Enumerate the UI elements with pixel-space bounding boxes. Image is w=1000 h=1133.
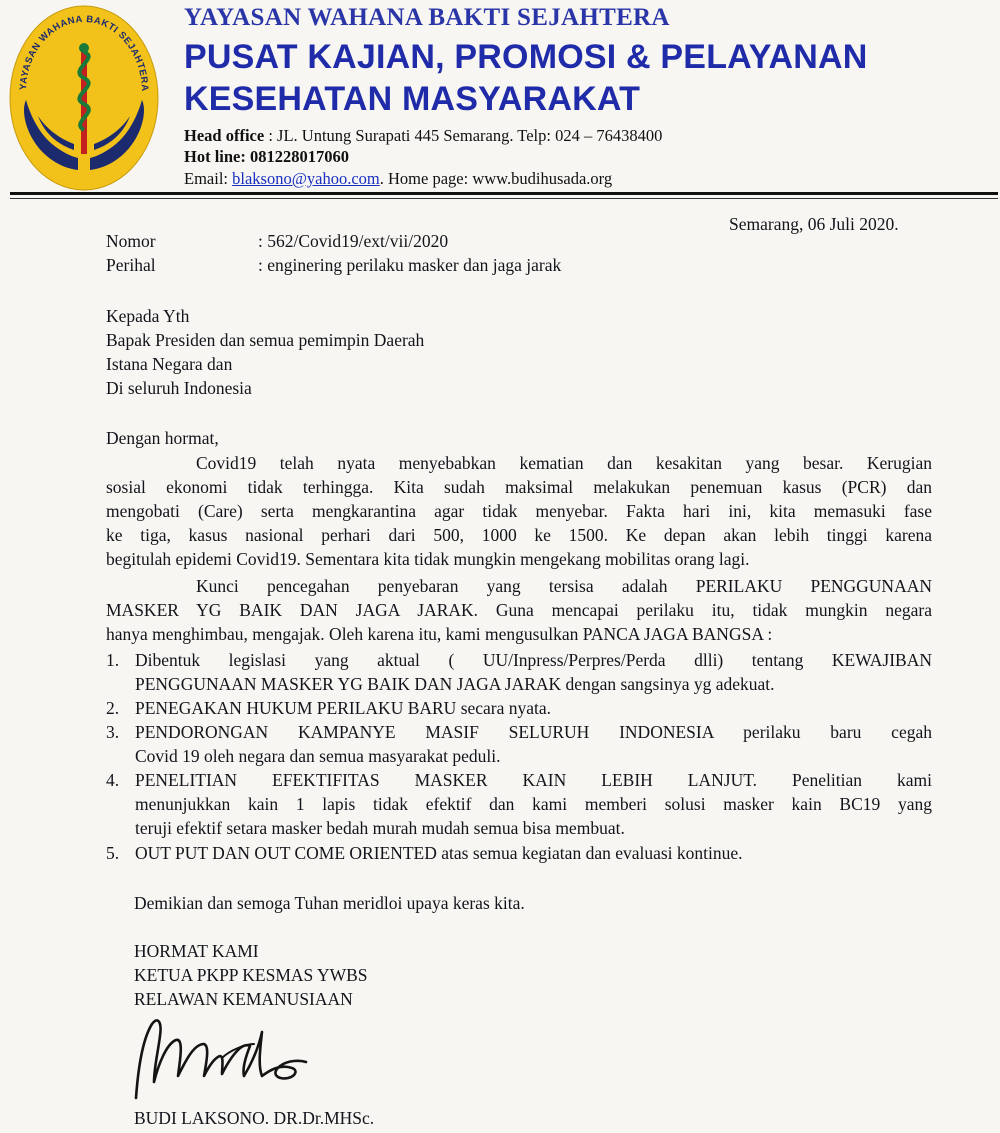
paragraph-2-line: Kunci pencegahan penyebaran yang tersisa adalah PERILAKU PENGGUNAAN: [196, 576, 932, 596]
list-item-number: 2.: [106, 698, 120, 718]
center-name-line1: PUSAT KAJIAN, PROMOSI & PELAYANAN: [184, 38, 868, 76]
head-office-address: : JL. Untung Surapati 445 Semarang. Telp: 024 – 76438400: [264, 126, 663, 145]
signer-name: BUDI LAKSONO. DR.Dr.MHSc.: [134, 1108, 375, 1128]
organization-name: YAYASAN WAHANA BAKTI SEJAHTERA: [184, 4, 670, 31]
homepage-text: . Home page: www.budihusada.org: [379, 169, 613, 188]
list-item-line: Dibentuk legislasi yang aktual ( UU/Inpress/Perpres/Perda dlli) tentang KEWAJIBAN: [135, 650, 932, 670]
letterhead-divider-thick: [10, 192, 998, 195]
hotline-label: Hot line:: [184, 147, 246, 166]
paragraph-1-line: Covid19 telah nyata menyebabkan kematian dan kesakitan yang besar. Kerugian: [196, 453, 932, 473]
paragraph-1-line: mengobati (Care) serta mengkarantina agar tidak menyebar. Fakta hari ini, kita memasuki fase: [106, 501, 932, 521]
list-item-number: 3.: [106, 722, 120, 742]
recipient-line: Kepada Yth: [106, 306, 190, 326]
list-item-number: 5.: [106, 843, 120, 863]
email-line: [184, 169, 612, 189]
paragraph-2-line: hanya menghimbau, mengajak. Oleh karena itu, kami mengusulkan PANCA JAGA BANGSA :: [106, 624, 773, 644]
list-item-line: teruji efektif setara masker bedah murah mudah semua bisa membuat.: [135, 818, 625, 838]
letterhead-divider-thin: [10, 198, 998, 199]
recipient-line: Di seluruh Indonesia: [106, 378, 252, 398]
paragraph-2-line: MASKER YG BAIK DAN JAGA JARAK. Guna mencapai perilaku itu, tidak mungkin negara: [106, 600, 932, 620]
head-office-line: [184, 126, 662, 146]
list-item-line: PENEGAKAN HUKUM PERILAKU BARU secara nyata.: [135, 698, 552, 718]
hotline-number: 081228017060: [245, 147, 349, 166]
list-item-line: PENELITIAN EFEKTIFITAS MASKER KAIN LEBIH LANJUT. Penelitian kami: [135, 770, 932, 790]
recipient-line: Bapak Presiden dan semua pemimpin Daerah: [106, 330, 425, 350]
closing-text: Demikian dan semoga Tuhan meridloi upaya keras kita.: [134, 893, 525, 913]
email-link[interactable]: blaksono@yahoo.com: [232, 169, 380, 188]
list-item-line: PENDORONGAN KAMPANYE MASIF SELURUH INDONESIA perilaku baru cegah: [135, 722, 932, 742]
paragraph-1-line: begitulah epidemi Covid19. Sementara kita tidak mungkin mengekang mobilitas orang lagi.: [106, 549, 750, 569]
recipient-line: Istana Negara dan: [106, 354, 233, 374]
perihal-label: Perihal: [106, 255, 156, 275]
list-item-line: menunjukkan kain 1 lapis tidak efektif dan kami memberi solusi masker kain BC19 yang: [135, 794, 932, 814]
svg-text:YAYASAN WAHANA BAKTI SEJAHTERA: YAYASAN WAHANA BAKTI SEJAHTERA: [17, 13, 151, 92]
sign-block-line: RELAWAN KEMANUSIAAN: [134, 989, 353, 1009]
list-item-line: Covid 19 oleh negara dan semua masyarakat peduli.: [135, 746, 501, 766]
perihal-value: : enginering perilaku masker dan jaga jarak: [258, 255, 562, 275]
head-office-label: Head office: [184, 126, 265, 145]
hotline-line: [184, 147, 349, 167]
organization-logo-icon: [8, 4, 160, 192]
handwritten-signature-icon: [130, 1010, 310, 1106]
nomor-label: Nomor: [106, 231, 156, 251]
list-item-line: PENGGUNAAN MASKER YG BAIK DAN JAGA JARAK dengan sangsinya yg adekuat.: [135, 674, 775, 694]
list-item-number: 1.: [106, 650, 120, 670]
sign-block-line: HORMAT KAMI: [134, 941, 259, 961]
list-item-number: 4.: [106, 770, 120, 790]
sign-block-line: KETUA PKPP KESMAS YWBS: [134, 965, 368, 985]
paragraph-1-line: sosial ekonomi tidak terhingga. Kita sudah maksimal melakukan penemuan kasus (PCR) dan: [106, 477, 932, 497]
salutation: Dengan hormat,: [106, 428, 219, 448]
letter-date: Semarang, 06 Juli 2020.: [729, 214, 899, 234]
nomor-value: : 562/Covid19/ext/vii/2020: [258, 231, 449, 251]
center-name-line2: KESEHATAN MASYARAKAT: [184, 80, 641, 118]
email-label: Email:: [184, 169, 233, 188]
paragraph-1-line: ke tiga, kasus nasional perhari dari 500, 1000 ke 1500. Ke depan akan lebih tinggi karena: [106, 525, 932, 545]
list-item-line: OUT PUT DAN OUT COME ORIENTED atas semua kegiatan dan evaluasi kontinue.: [135, 843, 743, 863]
